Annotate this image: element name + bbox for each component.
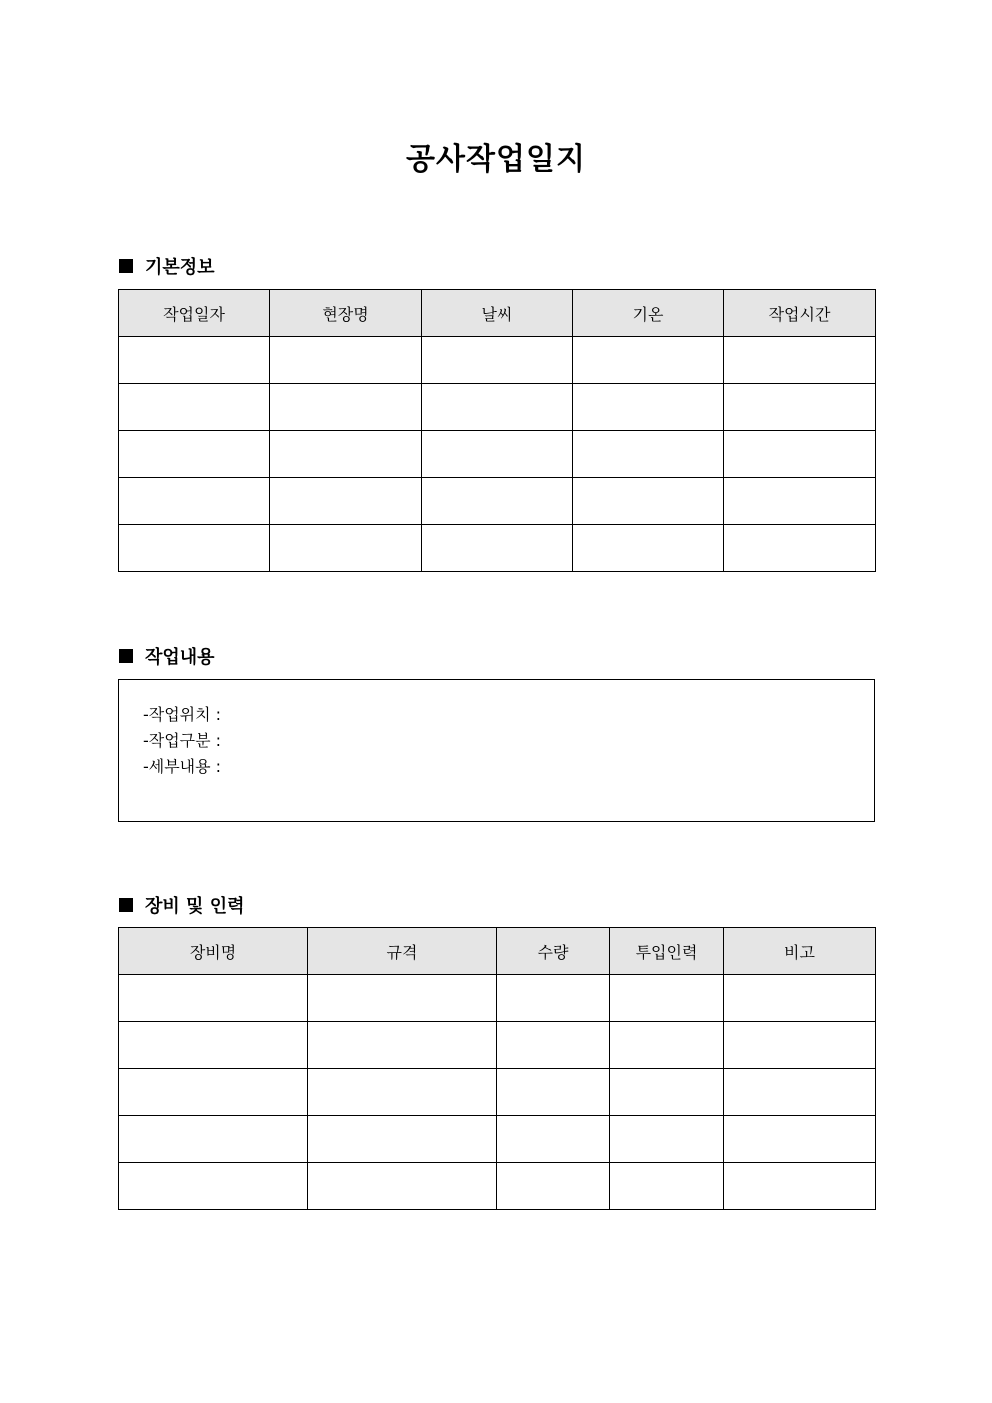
table-cell[interactable] (610, 1069, 724, 1116)
section-heading-basic-info (119, 253, 215, 279)
table-cell[interactable] (724, 525, 876, 572)
table-cell[interactable] (119, 525, 270, 572)
table-cell[interactable] (573, 525, 724, 572)
column-header-weather: 날씨 (422, 290, 573, 337)
table-cell[interactable] (610, 1022, 724, 1069)
table-header-row (119, 290, 876, 337)
section-heading-label: 기본정보 (145, 257, 215, 278)
table-cell[interactable] (422, 431, 573, 478)
table-row (119, 478, 876, 525)
table-cell[interactable] (724, 337, 876, 384)
table-cell[interactable] (724, 975, 876, 1022)
table-cell[interactable] (724, 1069, 876, 1116)
column-header-equipment-name: 장비명 (119, 928, 308, 975)
table-cell[interactable] (119, 1116, 308, 1163)
table-cell[interactable] (308, 1022, 497, 1069)
table-row (119, 525, 876, 572)
table-cell[interactable] (610, 975, 724, 1022)
table-cell[interactable] (119, 431, 270, 478)
table-cell[interactable] (119, 1163, 308, 1210)
table-cell[interactable] (119, 1022, 308, 1069)
table-cell[interactable] (724, 1163, 876, 1210)
table-cell[interactable] (308, 1069, 497, 1116)
table-cell[interactable] (308, 1163, 497, 1210)
table-cell[interactable] (270, 525, 422, 572)
table-cell[interactable] (724, 431, 876, 478)
table-cell[interactable] (724, 1022, 876, 1069)
table-row (119, 384, 876, 431)
table-cell[interactable] (270, 337, 422, 384)
column-header-site-name: 현장명 (270, 290, 422, 337)
table-cell[interactable] (422, 337, 573, 384)
table-cell[interactable] (573, 431, 724, 478)
table-cell[interactable] (308, 1116, 497, 1163)
square-bullet-icon (119, 649, 133, 663)
square-bullet-icon (119, 259, 133, 273)
table-row (119, 1163, 876, 1210)
column-header-workforce: 투입인력 (610, 928, 724, 975)
section-heading-label: 장비 및 인력 (145, 896, 245, 917)
table-header-row (119, 928, 876, 975)
document-title: 공사작업일지 (406, 142, 586, 177)
table-cell[interactable] (573, 384, 724, 431)
table-row (119, 431, 876, 478)
table-row (119, 337, 876, 384)
table-cell[interactable] (119, 1069, 308, 1116)
column-header-work-hours: 작업시간 (724, 290, 876, 337)
section-heading-work-content (119, 643, 215, 669)
table-cell[interactable] (422, 478, 573, 525)
table-row (119, 1116, 876, 1163)
basic-info-table (118, 289, 876, 572)
square-bullet-icon (119, 898, 133, 912)
table-cell[interactable] (270, 431, 422, 478)
column-header-quantity: 수량 (497, 928, 610, 975)
table-cell[interactable] (270, 478, 422, 525)
table-cell[interactable] (724, 384, 876, 431)
table-row (119, 1069, 876, 1116)
table-cell[interactable] (119, 975, 308, 1022)
table-cell[interactable] (422, 384, 573, 431)
table-cell[interactable] (573, 478, 724, 525)
column-header-temperature: 기온 (573, 290, 724, 337)
table-cell[interactable] (270, 384, 422, 431)
table-cell[interactable] (422, 525, 573, 572)
equipment-table (118, 927, 876, 1210)
table-row (119, 1022, 876, 1069)
table-cell[interactable] (497, 1163, 610, 1210)
column-header-remarks: 비고 (724, 928, 876, 975)
section-heading-label: 작업내용 (145, 647, 215, 668)
table-row (119, 975, 876, 1022)
table-cell[interactable] (497, 975, 610, 1022)
work-location-line: -작업위치 : (143, 705, 222, 724)
section-heading-equipment (119, 892, 244, 918)
table-cell[interactable] (610, 1163, 724, 1210)
table-cell[interactable] (497, 1022, 610, 1069)
table-cell[interactable] (573, 337, 724, 384)
table-cell[interactable] (497, 1069, 610, 1116)
work-category-line: -작업구분 : (143, 731, 222, 750)
table-cell[interactable] (724, 1116, 876, 1163)
work-details-line: -세부내용 : (143, 757, 222, 776)
table-cell[interactable] (497, 1116, 610, 1163)
table-cell[interactable] (119, 337, 270, 384)
column-header-specification: 규격 (308, 928, 497, 975)
table-cell[interactable] (610, 1116, 724, 1163)
table-cell[interactable] (308, 975, 497, 1022)
table-cell[interactable] (119, 384, 270, 431)
table-cell[interactable] (724, 478, 876, 525)
table-cell[interactable] (119, 478, 270, 525)
work-content-box[interactable] (118, 679, 875, 822)
column-header-work-date: 작업일자 (119, 290, 270, 337)
